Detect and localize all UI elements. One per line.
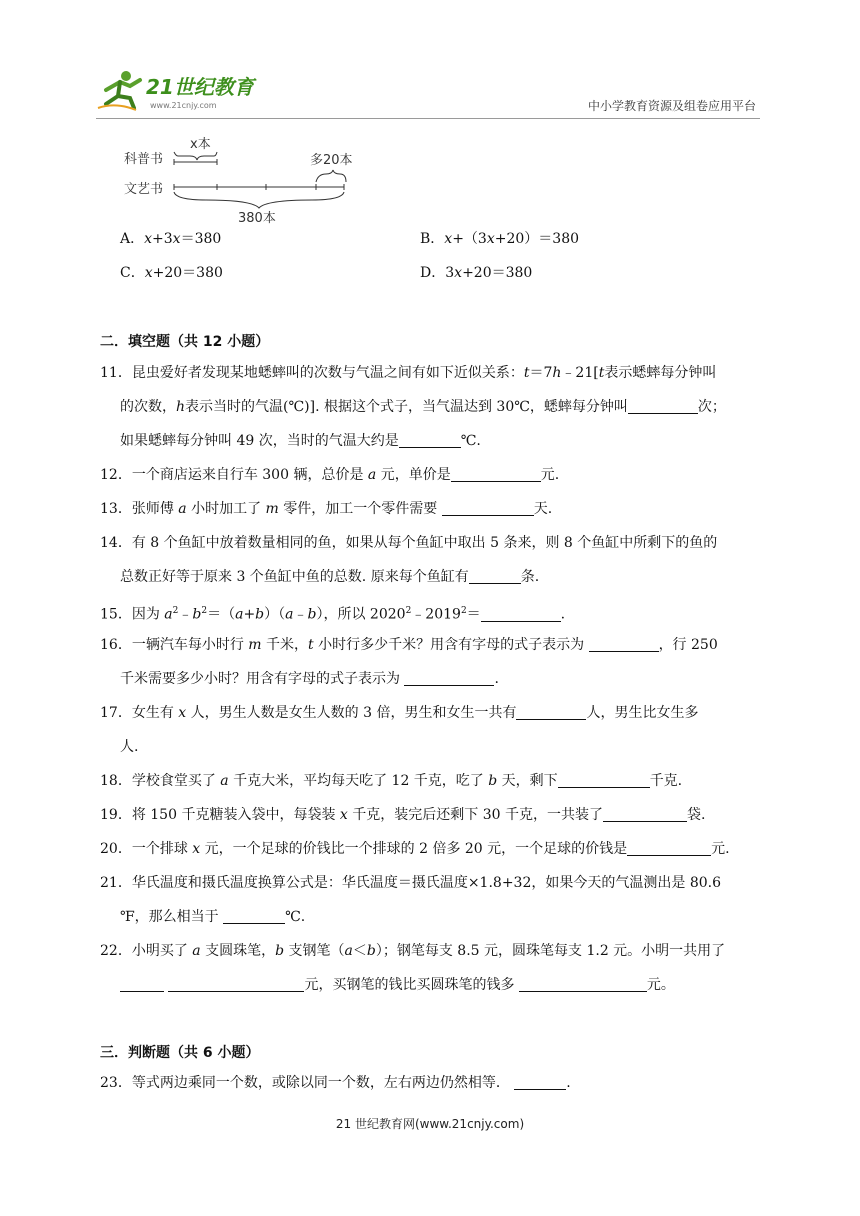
option-b[interactable]: B．x+（3x+20）＝380 <box>420 231 580 247</box>
answer-blank[interactable] <box>120 975 164 992</box>
logo-text: 21世纪教育 <box>146 75 254 99</box>
page-footer: 21 世纪教育网(www.21cnjy.com) <box>335 1117 525 1131</box>
answer-blank[interactable] <box>442 499 534 516</box>
line-segment-diagram <box>116 130 356 226</box>
diagram-label-science: 科普书 <box>124 152 164 167</box>
question-19: 19．将 150 千克糖装入袋中，每袋装 x 千克，装完后还剩下 30 千克，一共装了 袋. <box>100 807 706 823</box>
platform-title: 中小学教育资源及组卷应用平台 <box>587 99 756 113</box>
diagram-label-total: 380本 <box>238 211 276 226</box>
section-title-judge: 三．判断题（共 6 小题） <box>100 1045 260 1061</box>
option-c[interactable]: C．x+20＝380 <box>120 265 223 281</box>
question-23: 23．等式两边乘同一个数，或除以同一个数，左右两边仍然相等． . <box>100 1075 571 1091</box>
brace-total <box>174 192 344 208</box>
question-17: 17．女生有 x 人，男生人数是女生人数的 3 倍，男生和女生一共有 人，男生比女生多 人. <box>100 705 699 755</box>
answer-blank[interactable] <box>516 703 586 720</box>
question-14: 14．有 8 个鱼缸中放着数量相同的鱼，如果从每个鱼缸中取出 5 条来，则 8 个鱼缸中所剩下的鱼的 总数正好等于原来 3 个鱼缸中鱼的总数. 原来每个鱼缸有 条. <box>100 535 718 585</box>
runner-icon <box>98 71 140 110</box>
question-21: 21．华氏温度和摄氏温度换算公式是：华氏温度＝摄氏温度×1.8+32，如果今天的气温测出是 80.6 ℉，那么相当于 ℃. <box>100 875 721 925</box>
answer-blank[interactable] <box>168 975 304 992</box>
question-12: 12．一个商店运来自行车 300 辆，总价是 a 元，单价是 元. <box>100 467 560 483</box>
answer-blank[interactable] <box>481 605 561 622</box>
header-divider <box>96 118 760 119</box>
answer-blank[interactable] <box>514 1073 566 1090</box>
question-18: 18．学校食堂买了 a 千克大米，平均每天吃了 12 千克，吃了 b 天，剩下 千克. <box>100 773 683 789</box>
diagram-label-more: 多20本 <box>310 153 353 168</box>
option-d[interactable]: D．3x+20＝380 <box>420 265 533 281</box>
answer-blank[interactable] <box>628 397 698 414</box>
answer-blank[interactable] <box>519 975 647 992</box>
site-logo <box>96 68 266 112</box>
diagram-label-literature: 文艺书 <box>124 182 164 197</box>
answer-blank[interactable] <box>627 839 711 856</box>
answer-blank[interactable] <box>558 771 650 788</box>
brace-more <box>316 170 346 182</box>
question-22: 22．小明买了 a 支圆珠笔，b 支钢笔（a＜b）；钢笔每支 8.5 元，圆珠笔每支 1.2 元。小明一共用了 元，买钢笔的钱比买圆珠笔的钱多 元。 <box>100 943 726 993</box>
answer-blank[interactable] <box>469 567 521 584</box>
question-15: 15．因为 $a^2﹣b^2=(a+b)(a﹣b)$，所以 $2020^2﹣2019^2=$ . <box>100 606 566 623</box>
option-a[interactable]: A．x+3x＝380 <box>120 231 222 247</box>
section-title-fill: 二．填空题（共 12 小题） <box>100 334 270 350</box>
question-16: 16．一辆汽车每小时行 m 千米，t 小时行多少千米？用含有字母的式子表示为 ，行 250 千米需要多少小时？用含有字母的式子表示为 . <box>100 637 718 687</box>
logo-subtext: www.21cnjy.com <box>150 101 217 110</box>
answer-blank[interactable] <box>399 431 461 448</box>
question-11: 11．昆虫爱好者发现某地蟋蟀叫的次数与气温之间有如下近似关系：t＝7h﹣21[t表示蟋蟀每分钟叫 的次数，h表示当时的气温(℃)]. 根据这个式子，当气温达到 30℃，蟋蟀每分钟叫 次； 如果蟋蟀每分钟叫 49 次，当时的气温大约是 ℃. <box>100 365 726 449</box>
answer-blank[interactable] <box>589 635 659 652</box>
answer-blank[interactable] <box>223 907 285 924</box>
question-20: 20．一个排球 x 元，一个足球的价钱比一个排球的 2 倍多 20 元，一个足球的价钱是 元. <box>100 841 730 857</box>
diagram-label-x: x本 <box>190 137 211 152</box>
answer-blank[interactable] <box>451 465 541 482</box>
question-13: 13．张师傅 a 小时加工了 m 零件，加工一个零件需要 天. <box>100 501 553 517</box>
answer-blank[interactable] <box>603 805 687 822</box>
answer-blank[interactable] <box>404 669 494 686</box>
brace-top <box>174 152 217 160</box>
